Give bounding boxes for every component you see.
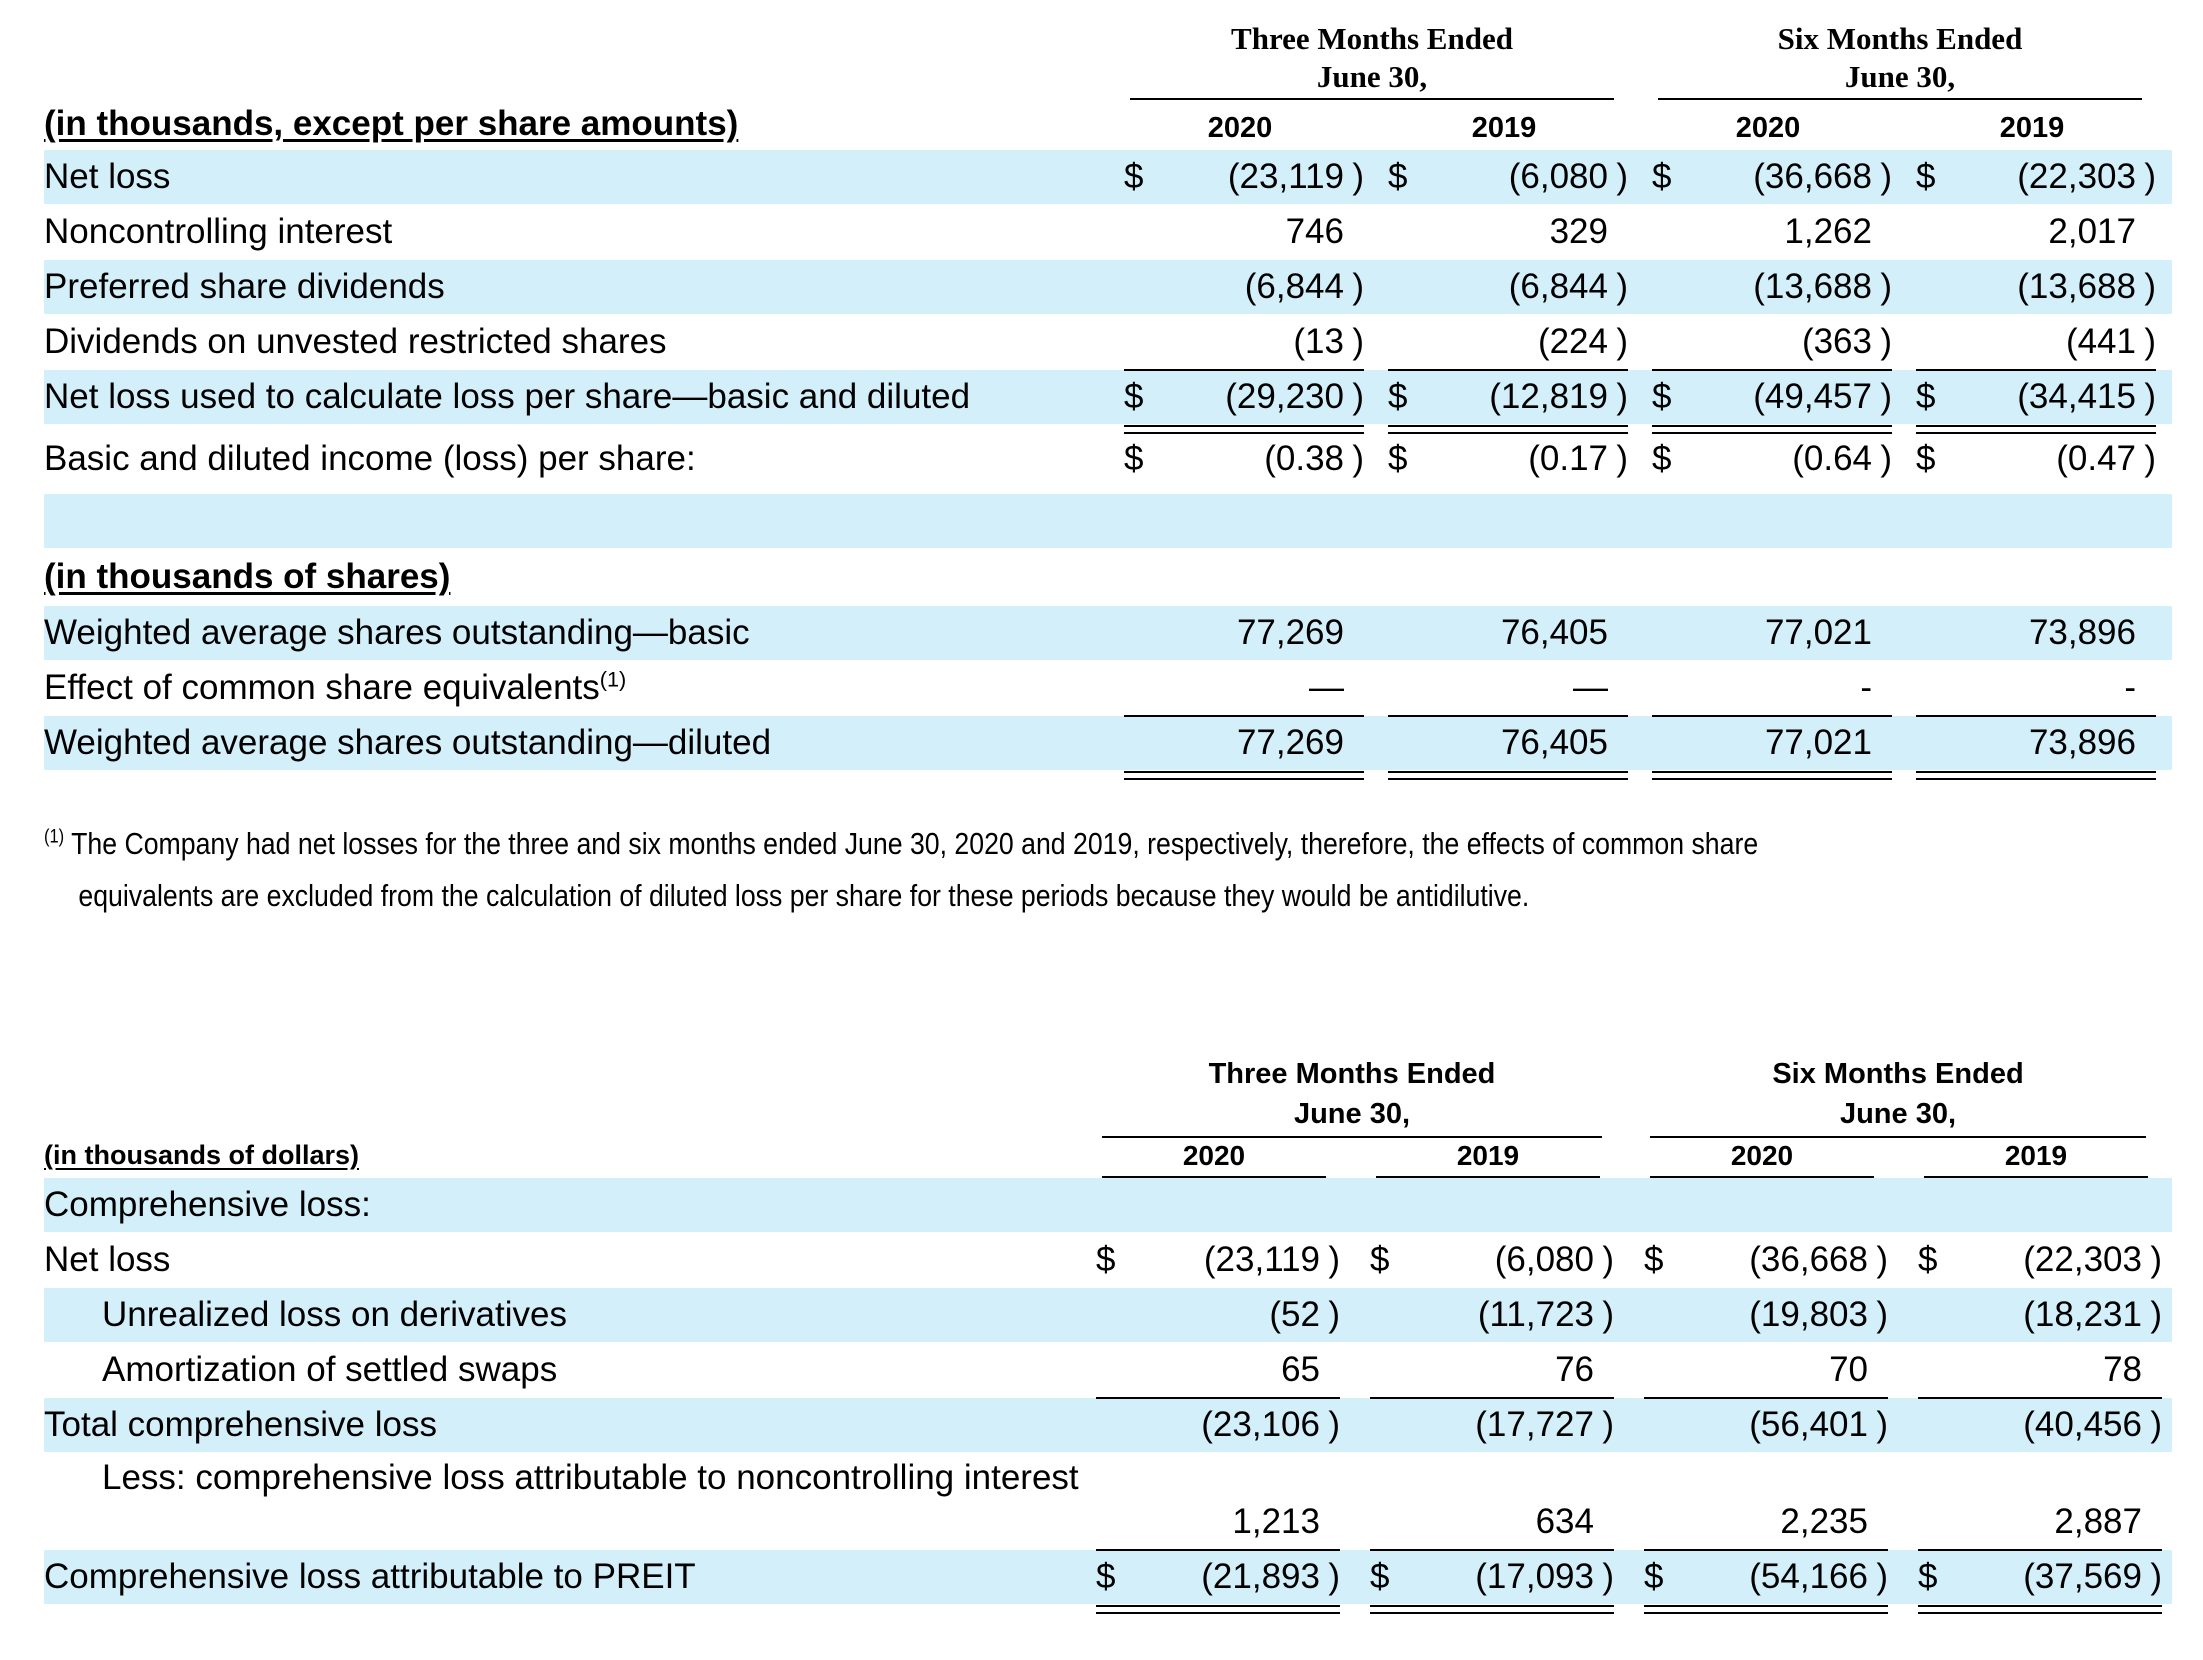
currency-symbol: $ <box>1388 439 1408 478</box>
cell-value: (19,803 <box>1749 1295 1868 1334</box>
close-paren: ) <box>1328 1295 1340 1334</box>
close-paren: ) <box>2144 267 2156 306</box>
double-rule <box>1124 771 1364 780</box>
close-paren: ) <box>1616 439 1628 478</box>
cell-value: 73,896 <box>2028 613 2136 652</box>
value-cell <box>1388 716 1628 770</box>
close-paren: ) <box>1880 267 1892 306</box>
value-cell <box>1652 432 1892 486</box>
year-header <box>1130 112 1350 145</box>
value-cell <box>1652 606 1892 660</box>
cell-value: (54,166 <box>1749 1557 1868 1596</box>
value-cell <box>1918 1233 2162 1287</box>
period-label: Three Months Ended <box>1231 21 1513 56</box>
close-paren: ) <box>1602 1405 1614 1444</box>
value-cell <box>1096 1398 1340 1452</box>
currency-symbol: $ <box>1644 1240 1664 1279</box>
close-paren: ) <box>1876 1405 1888 1444</box>
period-group-header <box>1130 20 1614 96</box>
value-cell <box>1644 1343 1888 1397</box>
currency-symbol: $ <box>1918 1240 1938 1279</box>
table-header <box>44 1038 2172 1178</box>
close-paren: ) <box>2150 1240 2162 1279</box>
currency-symbol: $ <box>1096 1240 1116 1279</box>
cell-value: (23,119 <box>1203 1240 1320 1279</box>
table-row <box>44 315 2172 369</box>
close-paren: ) <box>1352 377 1364 416</box>
year-header <box>1658 112 1878 145</box>
cell-value: 77,269 <box>1236 613 1344 652</box>
double-rule <box>1652 771 1892 780</box>
cell-value: — <box>1573 668 1608 707</box>
value-cell <box>1370 1343 1614 1397</box>
footnote-ref: (1) <box>599 666 627 692</box>
value-cell <box>1124 432 1364 486</box>
period-date: June 30, <box>1293 1098 1411 1130</box>
close-paren: ) <box>1880 322 1892 361</box>
row-label <box>44 606 750 660</box>
value-cell <box>1644 1288 1888 1342</box>
cell-value: (13,688 <box>1753 267 1872 306</box>
cell-value: (36,668 <box>1749 1240 1868 1279</box>
section-row <box>44 1178 2172 1232</box>
close-paren: ) <box>1352 157 1364 196</box>
subtotal-rule <box>1644 1397 1888 1399</box>
row-label <box>44 661 626 715</box>
row-label: Less: comprehensive loss attributable to noncontrolling interest <box>102 1458 1079 1497</box>
period-label: Three Months Ended <box>1208 1058 1496 1090</box>
value-cell <box>1652 150 1892 204</box>
value-cell <box>1124 661 1364 715</box>
year-header <box>1394 112 1614 145</box>
year-header <box>1922 112 2142 145</box>
value-cell <box>1124 606 1364 660</box>
cell-value: 70 <box>1829 1350 1868 1389</box>
value-cell <box>1918 1343 2162 1397</box>
value-cell <box>1388 150 1628 204</box>
close-paren: ) <box>1328 1240 1340 1279</box>
value-cell <box>1916 260 2156 314</box>
value-cell <box>1370 1398 1614 1452</box>
value-cell <box>1370 1550 1614 1604</box>
year-label: 2020 <box>1207 112 1273 144</box>
value-cell <box>1644 1550 1888 1604</box>
table-row <box>44 260 2172 314</box>
subtotal-rule <box>1370 1397 1614 1399</box>
double-rule <box>1918 1605 2162 1614</box>
subtotal-rule <box>1652 369 1892 371</box>
row-label: Noncontrolling interest <box>44 212 393 251</box>
table-header <box>44 18 2172 154</box>
cell-value: 76,405 <box>1500 723 1608 762</box>
cell-value: 1,262 <box>1784 212 1872 251</box>
comprehensive-loss-table <box>44 1038 2172 1596</box>
table-row <box>44 1233 2172 1287</box>
subtotal-rule <box>1388 369 1628 371</box>
currency-symbol: $ <box>1096 1557 1116 1596</box>
group-underline <box>1650 1136 2146 1138</box>
cell-value: (13,688 <box>2017 267 2136 306</box>
cell-value: (22,303 <box>2023 1240 2142 1279</box>
value-cell <box>1918 1398 2162 1452</box>
cell-value: (363 <box>1801 322 1872 361</box>
currency-symbol: $ <box>1388 377 1408 416</box>
value-cell <box>1388 606 1628 660</box>
cell-value: 746 <box>1285 212 1344 251</box>
close-paren: ) <box>2144 322 2156 361</box>
value-cell <box>1916 315 2156 369</box>
table-row <box>44 661 2172 715</box>
row-label-text: Weighted average shares outstanding—basic <box>44 613 750 652</box>
table-row <box>44 150 2172 204</box>
cell-value: (23,119 <box>1227 157 1344 196</box>
subtotal-rule <box>1644 1549 1888 1551</box>
cell-value: 1,213 <box>1232 1502 1320 1541</box>
cell-value: (17,727 <box>1475 1405 1594 1444</box>
value-cell <box>1096 1550 1340 1604</box>
cell-value: (441 <box>2065 322 2136 361</box>
cell-value: (22,303 <box>2017 157 2136 196</box>
subtotal-rule <box>1388 715 1628 717</box>
row-label-text: Effect of common share equivalents <box>44 668 600 707</box>
row-label: Dividends on unvested restricted shares <box>44 322 667 361</box>
value-cell <box>1388 370 1628 424</box>
close-paren: ) <box>2144 377 2156 416</box>
close-paren: ) <box>1328 1405 1340 1444</box>
value-cell <box>1916 370 2156 424</box>
subtotal-rule <box>1124 369 1364 371</box>
close-paren: ) <box>2150 1405 2162 1444</box>
value-cell <box>1370 1288 1614 1342</box>
value-cell <box>1124 716 1364 770</box>
close-paren: ) <box>1876 1240 1888 1279</box>
table-row <box>44 205 2172 259</box>
cell-value: (6,080 <box>1508 157 1608 196</box>
double-rule <box>1916 771 2156 780</box>
cell-value: 78 <box>2103 1350 2142 1389</box>
cell-value: (6,844 <box>1244 267 1344 306</box>
cell-value: (18,231 <box>2023 1295 2142 1334</box>
table-row <box>44 1453 2172 1549</box>
currency-symbol: $ <box>1916 377 1936 416</box>
value-cell <box>1644 1233 1888 1287</box>
double-rule <box>1388 771 1628 780</box>
year-label: 2020 <box>1730 1140 1794 1171</box>
value-cell <box>1124 205 1364 259</box>
close-paren: ) <box>1616 377 1628 416</box>
value-cell <box>1370 1495 1614 1549</box>
row-label: Amortization of settled swaps <box>102 1350 558 1389</box>
row-label: Basic and diluted income (loss) per share: <box>44 439 696 478</box>
cell-value: 77,021 <box>1764 613 1872 652</box>
close-paren: ) <box>1880 439 1892 478</box>
cell-value: 77,021 <box>1764 723 1872 762</box>
double-rule <box>1096 1605 1340 1614</box>
cell-value: (56,401 <box>1749 1405 1868 1444</box>
cell-value: (6,844 <box>1508 267 1608 306</box>
value-cell <box>1916 205 2156 259</box>
value-cell <box>1644 1495 1888 1549</box>
year-header <box>1102 1140 1326 1172</box>
value-cell <box>1096 1288 1340 1342</box>
value-cell <box>1652 315 1892 369</box>
value-cell <box>1916 716 2156 770</box>
close-paren: ) <box>2144 439 2156 478</box>
table-row <box>44 1288 2172 1342</box>
value-cell <box>1388 260 1628 314</box>
subtotal-rule <box>1918 1549 2162 1551</box>
year-label: 2019 <box>1999 112 2065 144</box>
footnote-marker: (1) <box>44 826 65 848</box>
cell-value: (37,569 <box>2023 1557 2142 1596</box>
subtotal-rule <box>1652 715 1892 717</box>
currency-symbol: $ <box>1370 1557 1390 1596</box>
table-row <box>44 432 2172 486</box>
currency-symbol: $ <box>1388 157 1408 196</box>
value-cell <box>1652 661 1892 715</box>
double-rule <box>1644 1605 1888 1614</box>
section-label: Comprehensive loss: <box>44 1185 371 1224</box>
double-rule <box>1370 1605 1614 1614</box>
cell-value: (29,230 <box>1225 377 1344 416</box>
cell-value: (21,893 <box>1201 1557 1320 1596</box>
value-cell <box>1096 1233 1340 1287</box>
close-paren: ) <box>1352 267 1364 306</box>
spacer-row <box>44 494 2172 548</box>
close-paren: ) <box>1880 377 1892 416</box>
close-paren: ) <box>1602 1295 1614 1334</box>
subtotal-rule <box>1370 1549 1614 1551</box>
period-group-header <box>1658 20 2142 96</box>
close-paren: ) <box>1876 1557 1888 1596</box>
year-label: 2020 <box>1182 1140 1246 1171</box>
close-paren: ) <box>1352 439 1364 478</box>
period-date: June 30, <box>1316 59 1428 94</box>
year-label: 2019 <box>2004 1140 2068 1171</box>
cell-value: 2,235 <box>1780 1502 1868 1541</box>
value-cell <box>1918 1288 2162 1342</box>
cell-value: 2,887 <box>2054 1502 2142 1541</box>
year-label: 2019 <box>1456 1140 1520 1171</box>
value-cell <box>1916 661 2156 715</box>
cell-value: 73,896 <box>2028 723 2136 762</box>
subtotal-rule <box>1916 715 2156 717</box>
close-paren: ) <box>1876 1295 1888 1334</box>
table-row <box>44 716 2172 770</box>
value-cell <box>1918 1550 2162 1604</box>
row-label: Net loss used to calculate loss per share—basic and diluted <box>44 377 971 416</box>
cell-value: - <box>2124 668 2136 707</box>
value-cell <box>1096 1495 1340 1549</box>
footnote-text: The Company had net losses for the three and six months ended June 30, 2020 and 2019, respectively, therefore, the effects of common share <box>71 826 1759 861</box>
value-cell <box>1916 150 2156 204</box>
table-row <box>44 370 2172 424</box>
currency-symbol: $ <box>1916 439 1936 478</box>
group-underline <box>1130 98 1614 100</box>
currency-symbol: $ <box>1916 157 1936 196</box>
cell-value: (34,415 <box>2017 377 2136 416</box>
cell-value: (0.47 <box>2056 439 2136 478</box>
period-date: June 30, <box>1839 1098 1957 1130</box>
subtotal-rule <box>1096 1549 1340 1551</box>
value-cell <box>1916 432 2156 486</box>
value-cell <box>1916 606 2156 660</box>
year-header <box>1650 1140 1874 1172</box>
cell-value: 2,017 <box>2048 212 2136 251</box>
cell-value: (13 <box>1293 322 1344 361</box>
units-label: (in thousands, except per share amounts) <box>44 104 739 143</box>
loss-per-share-table <box>44 18 2172 762</box>
cell-value: (0.38 <box>1264 439 1344 478</box>
year-header <box>1376 1140 1600 1172</box>
value-cell <box>1388 315 1628 369</box>
cell-value: (52 <box>1269 1295 1320 1334</box>
value-cell <box>1388 205 1628 259</box>
row-label: Net loss <box>44 157 171 196</box>
cell-value: (40,456 <box>2023 1405 2142 1444</box>
cell-value: — <box>1309 668 1344 707</box>
close-paren: ) <box>2144 157 2156 196</box>
cell-value: (224 <box>1537 322 1608 361</box>
currency-symbol: $ <box>1124 157 1144 196</box>
currency-symbol: $ <box>1652 377 1672 416</box>
year-label: 2019 <box>1471 112 1537 144</box>
period-group-header <box>1650 1054 2146 1134</box>
footnote-line <box>44 818 1850 870</box>
period-label: Six Months Ended <box>1777 21 2023 56</box>
cell-value: - <box>1860 668 1872 707</box>
currency-symbol: $ <box>1652 439 1672 478</box>
value-cell <box>1124 150 1364 204</box>
table-row <box>44 1343 2172 1397</box>
cell-value: (12,819 <box>1489 377 1608 416</box>
close-paren: ) <box>1616 267 1628 306</box>
currency-symbol: $ <box>1652 157 1672 196</box>
close-paren: ) <box>1352 322 1364 361</box>
close-paren: ) <box>1328 1557 1340 1596</box>
year-label: 2020 <box>1735 112 1801 144</box>
value-cell <box>1644 1398 1888 1452</box>
units-label: (in thousands of dollars) <box>44 1140 359 1170</box>
value-cell <box>1096 1343 1340 1397</box>
subtotal-rule <box>1124 715 1364 717</box>
currency-symbol: $ <box>1918 1557 1938 1596</box>
cell-value: 77,269 <box>1236 723 1344 762</box>
close-paren: ) <box>1602 1557 1614 1596</box>
close-paren: ) <box>1880 157 1892 196</box>
value-cell <box>1124 370 1364 424</box>
row-label: Total comprehensive loss <box>44 1405 437 1444</box>
value-cell <box>1370 1233 1614 1287</box>
cell-value: (11,723 <box>1477 1295 1594 1334</box>
shares-units-label: (in thousands of shares) <box>44 557 451 596</box>
currency-symbol: $ <box>1124 439 1144 478</box>
value-cell <box>1652 370 1892 424</box>
cell-value: (0.17 <box>1528 439 1608 478</box>
row-label: Net loss <box>44 1240 171 1279</box>
cell-value: 76,405 <box>1500 613 1608 652</box>
year-header <box>1924 1140 2148 1172</box>
value-cell <box>1918 1495 2162 1549</box>
period-group-header <box>1102 1054 1602 1134</box>
cell-value: (23,106 <box>1201 1405 1320 1444</box>
row-label <box>44 716 771 770</box>
period-date: June 30, <box>1844 59 1956 94</box>
group-underline <box>1658 98 2142 100</box>
table-row <box>44 606 2172 660</box>
value-cell <box>1652 205 1892 259</box>
cell-value: (49,457 <box>1753 377 1872 416</box>
cell-value: (17,093 <box>1475 1557 1594 1596</box>
row-label: Comprehensive loss attributable to PREIT <box>44 1557 696 1596</box>
table-row <box>44 1550 2172 1604</box>
cell-value: (0.64 <box>1792 439 1872 478</box>
subtotal-rule <box>1096 1397 1340 1399</box>
close-paren: ) <box>1602 1240 1614 1279</box>
period-label: Six Months Ended <box>1772 1058 2024 1090</box>
value-cell <box>1124 260 1364 314</box>
cell-value: 65 <box>1281 1350 1320 1389</box>
row-label: Preferred share dividends <box>44 267 445 306</box>
footnote <box>44 818 1850 922</box>
value-cell <box>1388 661 1628 715</box>
cell-value: 329 <box>1549 212 1608 251</box>
close-paren: ) <box>2150 1295 2162 1334</box>
currency-symbol: $ <box>1644 1557 1664 1596</box>
close-paren: ) <box>2150 1557 2162 1596</box>
currency-symbol: $ <box>1370 1240 1390 1279</box>
cell-value: 76 <box>1555 1350 1594 1389</box>
cell-value: 634 <box>1535 1502 1594 1541</box>
value-cell <box>1124 315 1364 369</box>
cell-value: (6,080 <box>1494 1240 1594 1279</box>
group-underline <box>1102 1136 1602 1138</box>
cell-value: (36,668 <box>1753 157 1872 196</box>
table-row <box>44 1398 2172 1452</box>
footnote-line: equivalents are excluded from the calculation of diluted loss per share for these periods because they would be antidilutive. <box>78 878 1530 913</box>
subtotal-rule <box>1916 369 2156 371</box>
row-shading <box>44 494 2172 548</box>
row-label: Unrealized loss on derivatives <box>102 1295 567 1334</box>
value-cell <box>1652 716 1892 770</box>
value-cell <box>1388 432 1628 486</box>
close-paren: ) <box>1616 322 1628 361</box>
value-cell <box>1652 260 1892 314</box>
close-paren: ) <box>1616 157 1628 196</box>
currency-symbol: $ <box>1124 377 1144 416</box>
row-label-text: Weighted average shares outstanding—diluted <box>44 723 772 762</box>
subtotal-rule <box>1918 1397 2162 1399</box>
